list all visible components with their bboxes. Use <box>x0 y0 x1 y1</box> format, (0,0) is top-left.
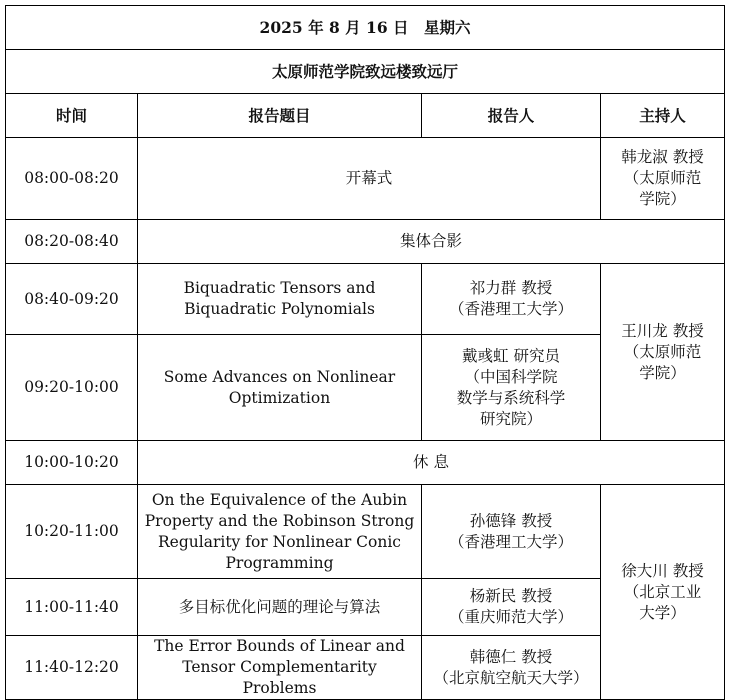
speaker-cell: 杨新民 教授 （重庆师范大学） <box>422 579 601 636</box>
time-cell: 08:00-08:20 <box>6 138 138 220</box>
speaker-cell: 孙德锋 教授 （香港理工大学） <box>422 485 601 579</box>
talk-title: 多目标优化问题的理论与算法 <box>138 579 422 636</box>
event-cell: 休 息 <box>138 441 725 485</box>
speaker-cell: 祁力群 教授 （香港理工大学） <box>422 264 601 335</box>
time-cell: 09:20-10:00 <box>6 335 138 441</box>
header-host: 主持人 <box>601 94 725 138</box>
venue: 太原师范学院致远楼致远厅 <box>6 50 725 94</box>
time-cell: 11:40-12:20 <box>6 636 138 700</box>
speaker-cell: 戴彧虹 研究员 （中国科学院 数学与系统科学 研究院） <box>422 335 601 441</box>
header-title: 报告题目 <box>138 94 422 138</box>
talk-title: Biquadratic Tensors and Biquadratic Polynomials <box>138 264 422 335</box>
host-cell: 韩龙淑 教授 （太原师范 学院） <box>601 138 725 220</box>
host-cell: 徐大川 教授 （北京工业 大学） <box>601 485 725 700</box>
date-line: 2025 年 8 月 16 日 星期六 <box>6 6 725 50</box>
time-cell: 08:20-08:40 <box>6 220 138 264</box>
host-cell: 王川龙 教授 （太原师范 学院） <box>601 264 725 441</box>
time-cell: 10:00-10:20 <box>6 441 138 485</box>
time-cell: 11:00-11:40 <box>6 579 138 636</box>
header-time: 时间 <box>6 94 138 138</box>
talk-title: Some Advances on Nonlinear Optimization <box>138 335 422 441</box>
schedule-table <box>5 5 725 700</box>
talk-title: The Error Bounds of Linear and Tensor Complementarity Problems <box>138 636 422 700</box>
event-cell: 集体合影 <box>138 220 725 264</box>
header-speaker: 报告人 <box>422 94 601 138</box>
time-cell: 08:40-09:20 <box>6 264 138 335</box>
time-cell: 10:20-11:00 <box>6 485 138 579</box>
event-cell: 开幕式 <box>138 138 601 220</box>
speaker-cell: 韩德仁 教授 （北京航空航天大学） <box>422 636 601 700</box>
talk-title: On the Equivalence of the Aubin Property and the Robinson Strong Regularity for Nonlinear Conic Programming <box>138 485 422 579</box>
